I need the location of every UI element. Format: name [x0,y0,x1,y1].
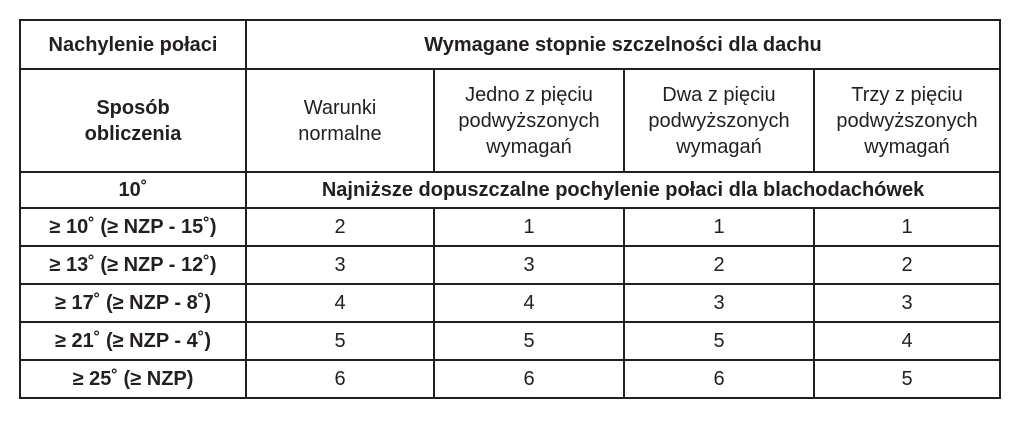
row-label: ≥ 17˚ (≥ NZP - 8˚) [20,284,246,322]
table-cell: 2 [624,246,814,284]
table-cell: 3 [814,284,1000,322]
header-lowest-slope: Najniższe dopuszczalne pochylenie połaci dla blachodachówek [246,172,1000,208]
header-col-two-of-five: Dwa z pięciu podwyższonych wymagań [624,69,814,172]
header-angle: 10˚ [20,172,246,208]
header-required-levels: Wymagane stopnie szczelności dla dachu [246,20,1000,69]
table-row [20,284,1000,322]
table-cell: 4 [246,284,434,322]
table-row [20,208,1000,246]
row-label: ≥ 13˚ (≥ NZP - 12˚) [20,246,246,284]
table-cell: 5 [246,322,434,360]
table-cell: 3 [624,284,814,322]
table-cell: 3 [434,246,624,284]
table-cell: 6 [434,360,624,398]
header-col-one-of-five: Jedno z pięciu podwyższonych wymagań [434,69,624,172]
header-row-1 [20,20,1000,69]
table-cell: 4 [434,284,624,322]
header-row-3 [20,172,1000,208]
table-row [20,246,1000,284]
header-slope: Nachylenie połaci [20,20,246,69]
table-cell: 6 [246,360,434,398]
roof-slope-table [19,19,1001,399]
header-row-2 [20,69,1000,172]
table-cell: 1 [434,208,624,246]
table-cell: 1 [814,208,1000,246]
table-cell: 5 [624,322,814,360]
table-cell: 4 [814,322,1000,360]
row-label: ≥ 21˚ (≥ NZP - 4˚) [20,322,246,360]
table-cell: 3 [246,246,434,284]
table-cell: 6 [624,360,814,398]
table-row [20,360,1000,398]
row-label: ≥ 10˚ (≥ NZP - 15˚) [20,208,246,246]
table-cell: 5 [434,322,624,360]
header-calculation-method: Sposób obliczenia [20,69,246,172]
table-cell: 5 [814,360,1000,398]
header-col-three-of-five: Trzy z pięciu podwyższonych wymagań [814,69,1000,172]
table-cell: 2 [814,246,1000,284]
table-cell: 2 [246,208,434,246]
row-label: ≥ 25˚ (≥ NZP) [20,360,246,398]
table-row [20,322,1000,360]
table-cell: 1 [624,208,814,246]
header-col-normal: Warunki normalne [246,69,434,172]
